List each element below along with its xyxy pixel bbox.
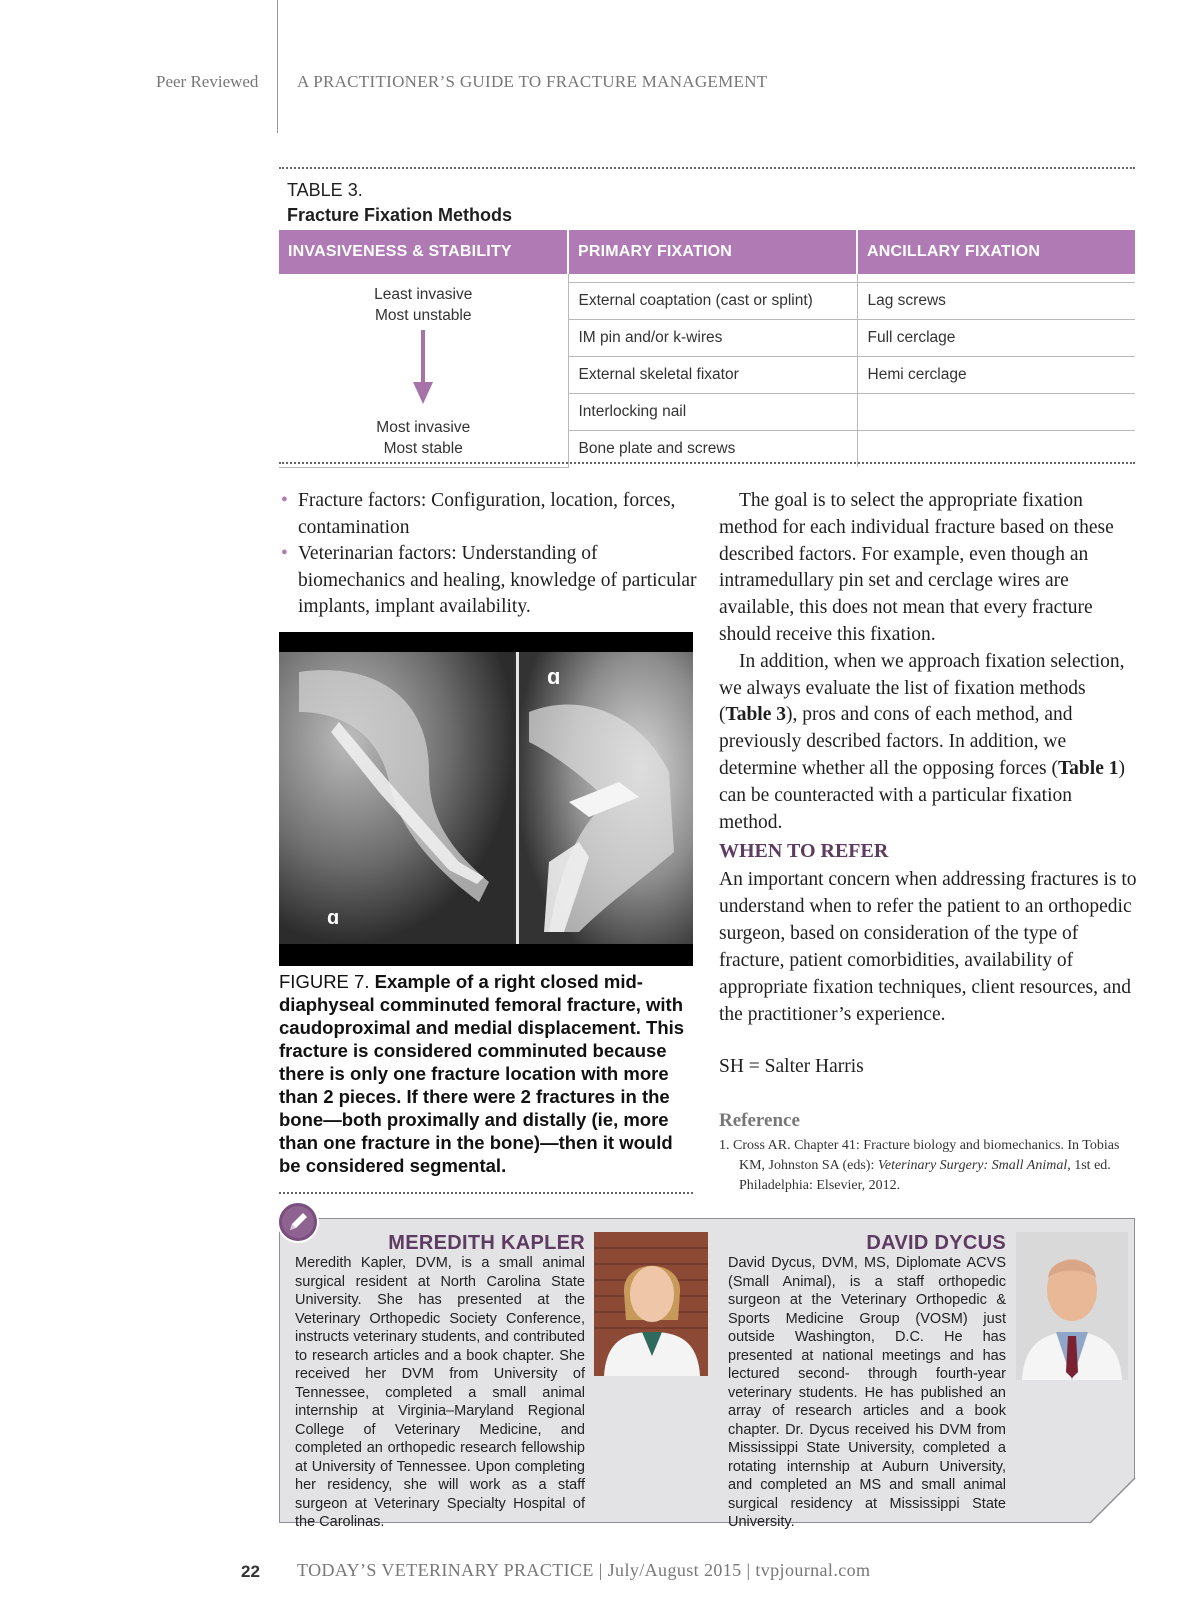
factor-list (279, 488, 699, 621)
column-header-invasiveness: INVASIVENESS & STABILITY (279, 230, 568, 274)
column-header-primary: PRIMARY FIXATION (568, 230, 857, 274)
table-header-row (279, 230, 1135, 274)
author-name-dycus: DAVID DYCUS (866, 1232, 1006, 1254)
figure-label: FIGURE 7. (279, 971, 375, 992)
fixation-table (279, 230, 1135, 468)
stability-bottom-labels (279, 417, 568, 459)
table-number: TABLE 3. (287, 180, 363, 200)
body-text (719, 488, 1137, 836)
author-bio-dycus: David Dycus, DVM, MS, Diplomate ACVS (Small Animal), is a staff orthopedic surgeon at the Veterinary Orthopedic & Sports Medicine Group (VOSM) just outside Washington, D.C. He has presented at national meetings and has lectured second- through fourth-year veterinary students. He has published an array of research articles and a book chapter. Dr. Dycus received his DVM from Mississippi State University, completed a rotating internship at Auburn University, and completed an MS and small animal surgical residency at Mississippi State University. (728, 1255, 1006, 1530)
primary-fixation-cell: External skeletal fixator (568, 356, 857, 393)
primary-fixation-cell: Bone plate and screws (568, 430, 857, 467)
figure-caption (279, 970, 699, 1177)
paragraph: An important concern when addressing fractures is to understand when to refer the patient to an orthopedic surgeon, based on consideration of the type of fracture, patient comorbidities, availability of appropriate fixation techniques, client resources, and the practitioner’s experience. (719, 869, 1137, 1025)
box-corner-fold (1090, 1478, 1136, 1524)
stability-label-most-unstable: Most unstable (375, 307, 472, 324)
table-top-rule (279, 167, 1135, 169)
stability-label-most-stable: Most stable (383, 439, 463, 457)
abbreviation-note: SH = Salter Harris (719, 1056, 864, 1077)
primary-fixation-cell: External coaptation (cast or splint) (568, 282, 857, 319)
svg-text:ɑ: ɑ (327, 907, 340, 929)
table-caption (287, 178, 512, 228)
running-header-title: A PRACTITIONER’S GUIDE TO FRACTURE MANAGEMENT (297, 72, 768, 91)
paragraph: The goal is to select the appropriate fixation method for each individual fracture based on these described factors. For example, even though an intramedullary pin set and cerclage wires are available, this does not mean that every fracture should receive this fixation. (719, 490, 1114, 645)
stability-top-labels (279, 284, 568, 326)
list-item: • Veterinarian factors: Understanding of biomechanics and healing, knowledge of particular implants, implant availability. (281, 543, 697, 617)
stability-scale-cell (279, 274, 568, 467)
list-item: • Fracture factors: Configuration, location, forces, contamination (281, 490, 676, 538)
stability-label-most-invasive: Most invasive (376, 418, 471, 436)
author-photo-kapler (594, 1232, 708, 1376)
header-divider (277, 0, 278, 133)
author-name-kapler: MEREDITH KAPLER (388, 1232, 585, 1254)
svg-text:ɑ: ɑ (547, 664, 561, 689)
author-bio-kapler: Meredith Kapler, DVM, is a small animal surgical resident at North Carolina State University. She has presented at the Veterinary Orthopedic Society Conference, instructs veterinary students, and contributed to research articles and a book chapter. She received her DVM from University of Tennessee, completed a small animal internship at Virginia–Maryland Regional College of Veterinary Medicine, and completed an orthopedic research fellowship at University of Tennessee. Upon completing her residency, she will work as a staff surgeon at Veterinary Specialty Hospital of the Carolinas. (295, 1255, 585, 1530)
table-title: Fracture Fixation Methods (287, 205, 513, 225)
column-header-ancillary: ANCILLARY FIXATION (857, 230, 1135, 274)
primary-fixation-cell: Interlocking nail (568, 393, 857, 430)
ancillary-fixation-cell (857, 393, 1135, 430)
paragraph: In addition, when we approach fixation selection, we always evaluate the list of fixation methods (Table 3), pros and cons of each method, and previously described factors. In addition, we determine whether all the opposing forces (Table 1) can be counteracted with a particular fixation method. (719, 650, 1125, 833)
stability-label-least-invasive: Least invasive (374, 286, 473, 303)
running-footer: TODAY’S VETERINARY PRACTICE | July/August 2015 | tvpjournal.com (297, 1560, 871, 1580)
primary-fixation-cell: IM pin and/or k-wires (568, 319, 857, 356)
ancillary-fixation-cell: Full cerclage (857, 319, 1135, 356)
table-bottom-rule (279, 462, 1135, 464)
table-reference-link: Table 3 (725, 704, 787, 726)
running-header-label: Peer Reviewed (156, 72, 259, 91)
down-arrow-icon (411, 330, 435, 406)
section-heading: WHEN TO REFER (719, 840, 889, 862)
figure-caption-text: Example of a right closed mid-diaphyseal comminuted femoral fracture, with caudoproximal and medial displacement. This fracture is considered comminuted because there is only one fracture location with more than 2 pieces. If there were 2 fractures in the bone—both proximally and distally (ie, more than one fracture in the bone)—then it would be considered segmental. (279, 971, 685, 1176)
xray-image (279, 632, 693, 966)
ancillary-fixation-cell: Hemi cerclage (857, 356, 1135, 393)
reference-item: 1. Cross AR. Chapter 41: Fracture biology and biomechanics. In Tobias KM, Johnston SA (eds): Veterinary Surgery: Small Animal, 1st ed. Philadelphia: Elsevier, 2012. (719, 1138, 1120, 1193)
author-photo-dycus (1016, 1232, 1128, 1380)
page-number: 22 (241, 1562, 260, 1581)
reference-heading: Reference (719, 1110, 800, 1131)
table-reference-link: Table 1 (1057, 757, 1119, 779)
ancillary-fixation-cell: Lag screws (857, 282, 1135, 319)
figure-bottom-rule (279, 1192, 693, 1194)
